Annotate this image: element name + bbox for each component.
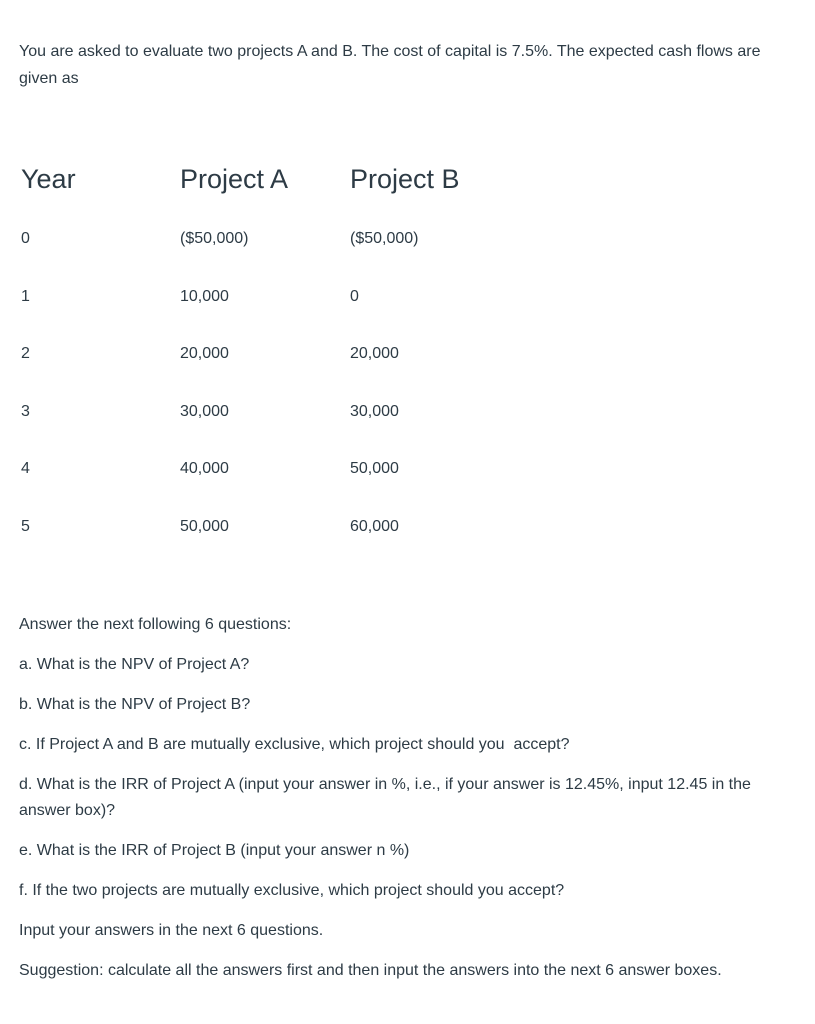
year-cell: 2 bbox=[21, 345, 30, 362]
project-b-cell: 60,000 bbox=[350, 518, 399, 535]
question-c: c. If Project A and B are mutually exclusive, which project should you accept? bbox=[19, 736, 570, 753]
input-note: Input your answers in the next 6 questions. bbox=[19, 922, 324, 939]
year-cell: 0 bbox=[21, 230, 30, 247]
year-cell: 3 bbox=[21, 403, 30, 420]
suggestion-text: Suggestion: calculate all the answers first and then input the answers into the next 6 answer boxes. bbox=[19, 962, 722, 979]
table-row bbox=[21, 342, 621, 366]
header-project-b: Project B bbox=[350, 164, 460, 194]
project-a-cell: ($50,000) bbox=[180, 230, 249, 247]
project-b-cell: ($50,000) bbox=[350, 230, 419, 247]
questions-section bbox=[19, 612, 799, 998]
year-cell: 1 bbox=[21, 288, 30, 305]
project-b-cell: 0 bbox=[350, 288, 359, 305]
header-project-a: Project A bbox=[180, 164, 289, 194]
table-row bbox=[21, 457, 621, 481]
year-cell: 4 bbox=[21, 460, 30, 477]
questions-lead: Answer the next following 6 questions: bbox=[19, 616, 292, 633]
project-b-cell: 20,000 bbox=[350, 345, 399, 362]
project-b-cell: 30,000 bbox=[350, 403, 399, 420]
question-d: d. What is the IRR of Project A (input your answer in %, i.e., if your answer is 12.45%, input 12.45 in the answer box)? bbox=[19, 776, 751, 819]
table-row bbox=[21, 515, 621, 539]
project-a-cell: 40,000 bbox=[180, 460, 229, 477]
project-b-cell: 50,000 bbox=[350, 460, 399, 477]
intro-text: You are asked to evaluate two projects A and B. The cost of capital is 7.5%. The expected cash flows are given as bbox=[19, 43, 761, 87]
header-year: Year bbox=[21, 164, 76, 194]
table-row bbox=[21, 285, 621, 309]
table-row bbox=[21, 400, 621, 424]
question-b: b. What is the NPV of Project B? bbox=[19, 696, 251, 713]
question-a: a. What is the NPV of Project A? bbox=[19, 656, 250, 673]
table-row bbox=[21, 227, 621, 251]
project-a-cell: 10,000 bbox=[180, 288, 229, 305]
project-a-cell: 50,000 bbox=[180, 518, 229, 535]
question-f: f. If the two projects are mutually exclusive, which project should you accept? bbox=[19, 882, 565, 899]
question-e: e. What is the IRR of Project B (input your answer n %) bbox=[19, 842, 410, 859]
project-a-cell: 30,000 bbox=[180, 403, 229, 420]
year-cell: 5 bbox=[21, 518, 30, 535]
project-a-cell: 20,000 bbox=[180, 345, 229, 362]
